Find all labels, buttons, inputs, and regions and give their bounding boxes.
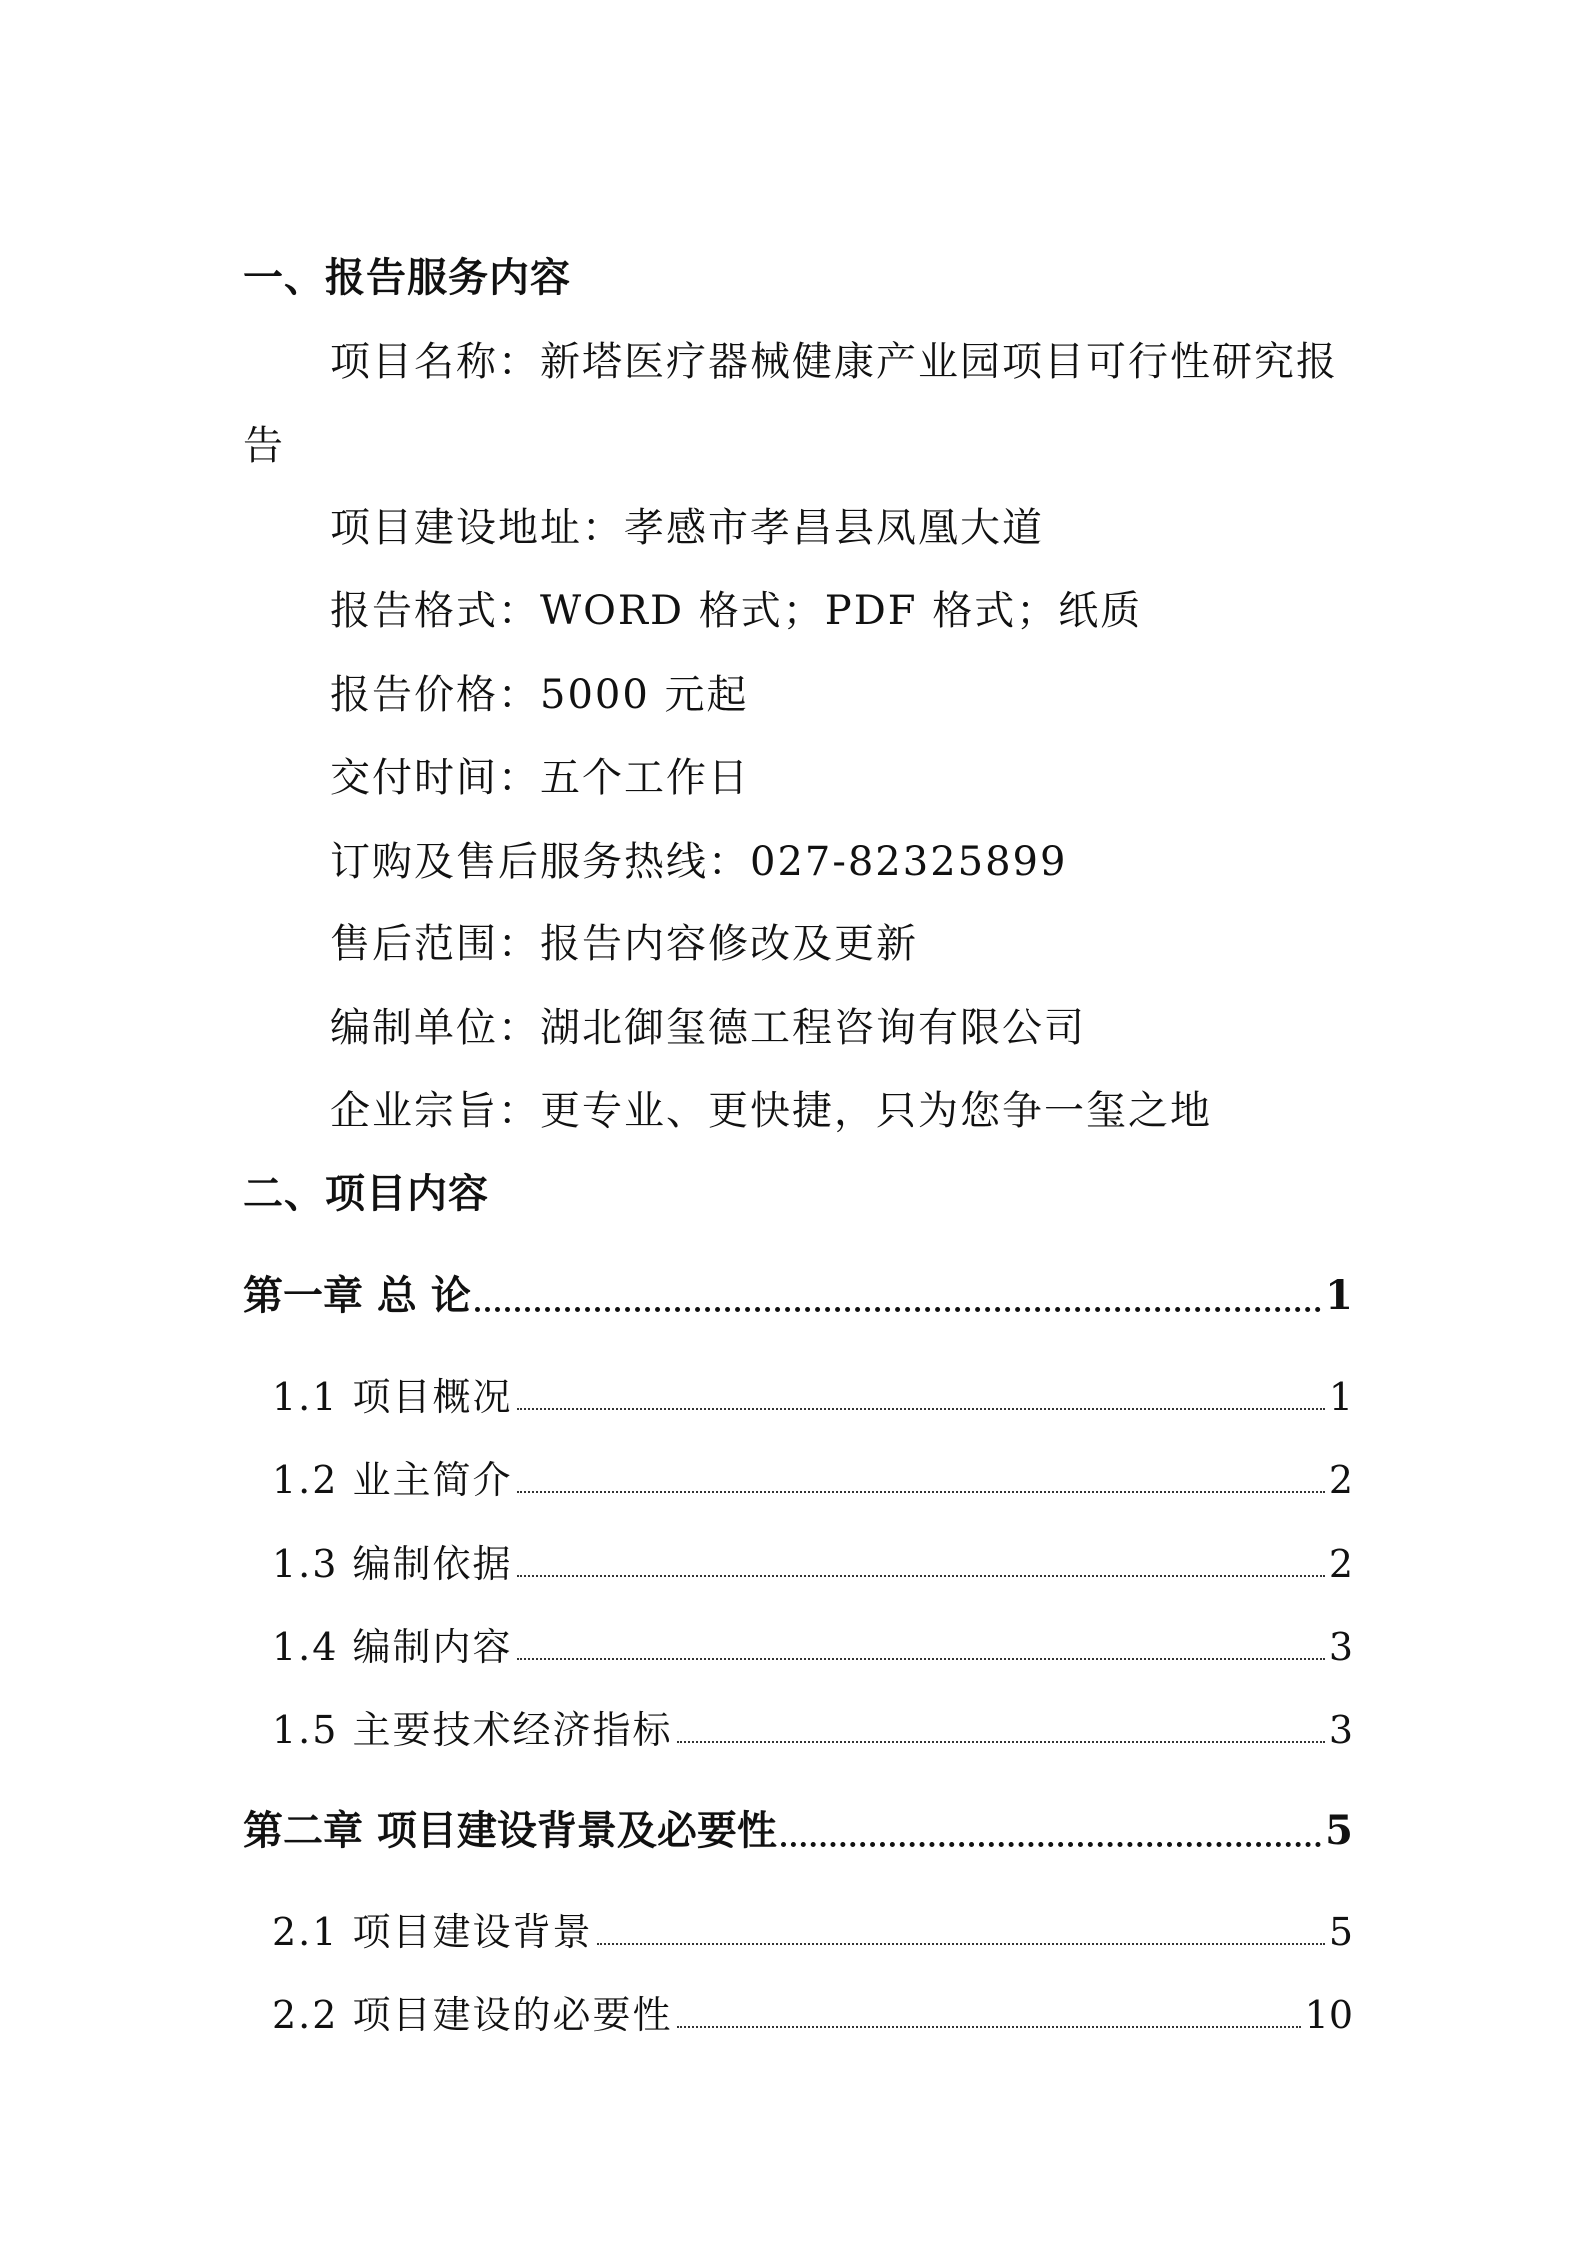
toc-leader: [597, 1943, 1325, 1945]
section-heading-service: 一、报告服务内容: [243, 254, 571, 301]
toc-page: 2: [1328, 1542, 1353, 1586]
toc-leader: [517, 1491, 1325, 1493]
toc-title: 第二章 项目建设背景及必要性: [243, 1807, 777, 1854]
report-price: 报告价格：5000 元起: [330, 672, 749, 718]
toc-title: 1.2 业主简介: [272, 1458, 513, 1502]
compiler-unit: 编制单位：湖北御玺德工程咨询有限公司: [330, 1005, 1086, 1051]
section-heading-content: 二、项目内容: [243, 1170, 489, 1217]
toc-leader: [475, 1307, 1321, 1312]
toc-page: 3: [1328, 1625, 1353, 1669]
after-sales-scope: 售后范围：报告内容修改及更新: [330, 921, 918, 967]
project-name-line2: 告: [243, 423, 285, 469]
toc-row[interactable]: [272, 1708, 1353, 1752]
toc-leader: [781, 1842, 1321, 1847]
toc-title: 1.4 编制内容: [272, 1625, 513, 1669]
toc-title: 1.1 项目概况: [272, 1375, 513, 1419]
company-motto: 企业宗旨：更专业、更快捷，只为您争一玺之地: [330, 1088, 1212, 1134]
toc-page: 2: [1328, 1458, 1353, 1502]
toc-row[interactable]: [272, 1910, 1353, 1954]
toc-row[interactable]: [272, 1993, 1353, 2037]
toc-title: 1.5 主要技术经济指标: [272, 1708, 673, 1752]
toc-title: 2.2 项目建设的必要性: [272, 1993, 673, 2037]
toc-row[interactable]: [272, 1375, 1353, 1419]
toc-page: 5: [1328, 1910, 1353, 1954]
toc-leader: [517, 1575, 1325, 1577]
toc-leader: [677, 1741, 1325, 1743]
toc-row[interactable]: [243, 1807, 1353, 1854]
toc-leader: [677, 2026, 1301, 2028]
toc-title: 2.1 项目建设背景: [272, 1910, 593, 1954]
project-name-line1: 项目名称：新塔医疗器械健康产业园项目可行性研究报: [330, 339, 1338, 385]
toc-row[interactable]: [272, 1542, 1353, 1586]
delivery-time: 交付时间：五个工作日: [330, 755, 750, 801]
report-format: 报告格式：WORD 格式；PDF 格式；纸质: [330, 588, 1143, 634]
toc-page: 5: [1325, 1807, 1353, 1854]
toc-row[interactable]: [272, 1458, 1353, 1502]
toc-page: 1: [1325, 1272, 1353, 1319]
toc-row[interactable]: [272, 1625, 1353, 1669]
toc-page: 10: [1304, 1993, 1353, 2037]
toc-title: 1.3 编制依据: [272, 1542, 513, 1586]
toc-leader: [517, 1408, 1325, 1410]
toc-page: 1: [1328, 1375, 1353, 1419]
project-address: 项目建设地址：孝感市孝昌县凤凰大道: [330, 505, 1044, 551]
toc-title: 第一章 总 论: [243, 1272, 471, 1319]
toc-row[interactable]: [243, 1272, 1353, 1319]
service-hotline: 订购及售后服务热线：027-82325899: [330, 839, 1068, 885]
toc-page: 3: [1328, 1708, 1353, 1752]
toc-leader: [517, 1658, 1325, 1660]
